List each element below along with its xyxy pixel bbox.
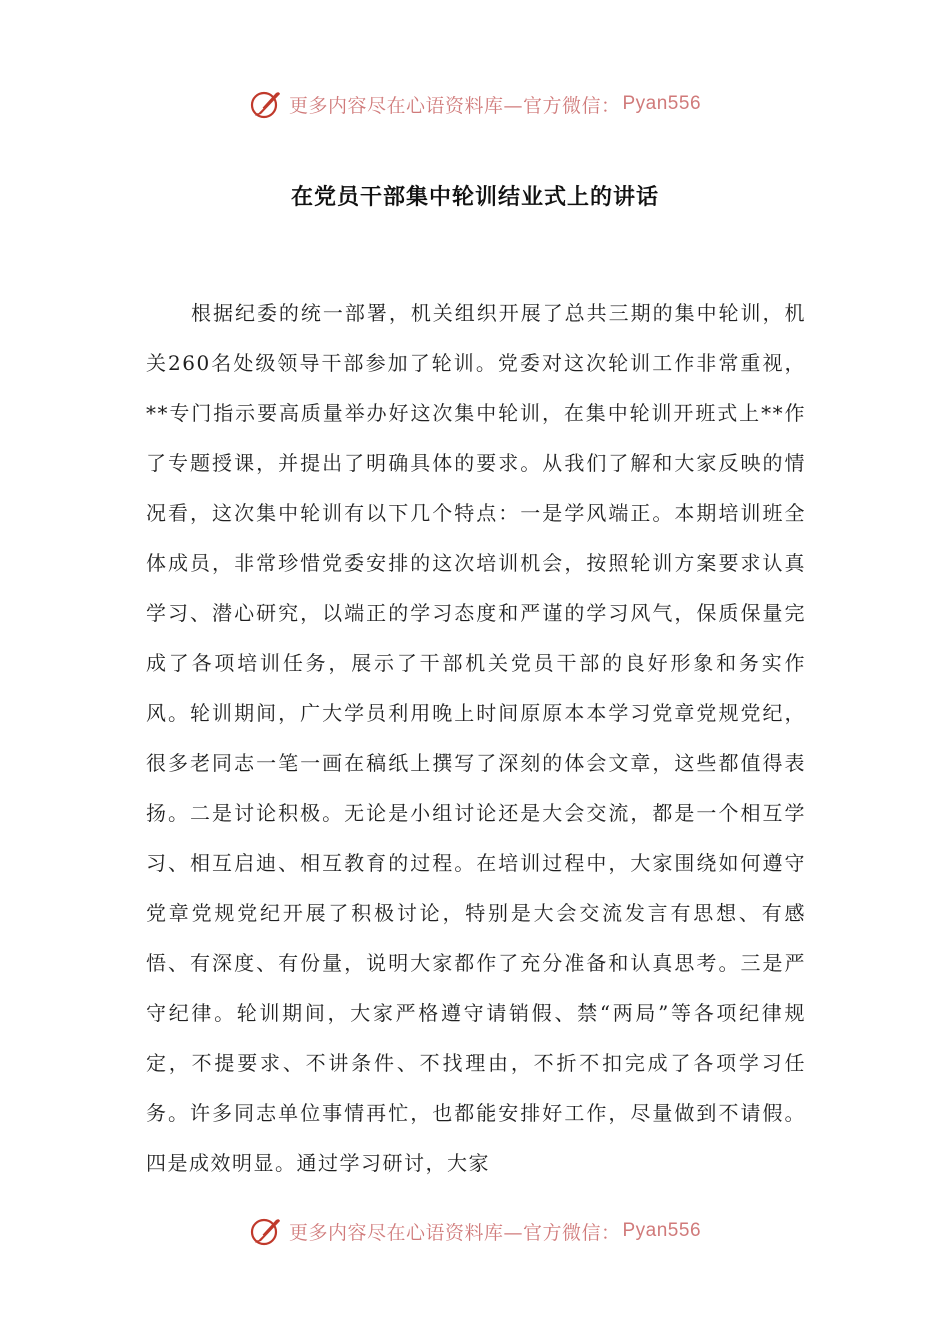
watermark-text: 更多内容尽在心语资料库—官方微信： [288,1221,621,1244]
quill-pen-logo-icon [249,1214,283,1248]
watermark-wechat-id: Pyan556 [622,93,702,114]
watermark-banner-top [0,84,950,124]
watermark-wechat-id: Pyan556 [622,1220,702,1241]
document-title: 在党员干部集中轮训结业式上的讲话 [290,184,659,210]
quill-pen-logo-icon [249,87,283,121]
watermark-text: 更多内容尽在心语资料库—官方微信： [288,94,621,117]
watermark-banner-bottom [0,1211,950,1251]
body-paragraph: 根据纪委的统一部署，机关组织开展了总共三期的集中轮训，机关260名处级领导干部参加了轮训。党委对这次轮训工作非常重视，**专门指示要高质量举办好这次集中轮训，在集中轮训开班式上**作了专题授课，并提出了明确具体的要求。从我们了解和大家反映的情况看，这次集中轮训有以下几个特点：一是学风端正。本期培训班全体成员，非常珍惜党委安排的这次培训机会，按照轮训方案要求认真学习、潜心研究，以端正的学习态度和严谨的学习风气，保质保量完成了各项培训任务，展示了干部机关党员干部的良好形象和务实作风。轮训期间，广大学员利用晚上时间原原本本学习党章党规党纪，很多老同志一笔一画在稿纸上撰写了深刻的体会文章，这些都值得表扬。二是讨论积极。无论是小组讨论还是大会交流，都是一个相互学习、相互启迪、相互教育的过程。在培训过程中，大家围绕如何遵守党章党规党纪开展了积极讨论，特别是大会交流发言有思想、有感悟、有深度、有份量，说明大家都作了充分准备和认真思考。三是严守纪律。轮训期间，大家严格遵守请销假、禁“两局”等各项纪律规定，不提要求、不讲条件、不找理由，不折不扣完成了各项学习任务。许多同志单位事情再忙，也都能安排好工作，尽量做到不请假。四是成效明显。通过学习研讨，大家 [146,301,806,1175]
